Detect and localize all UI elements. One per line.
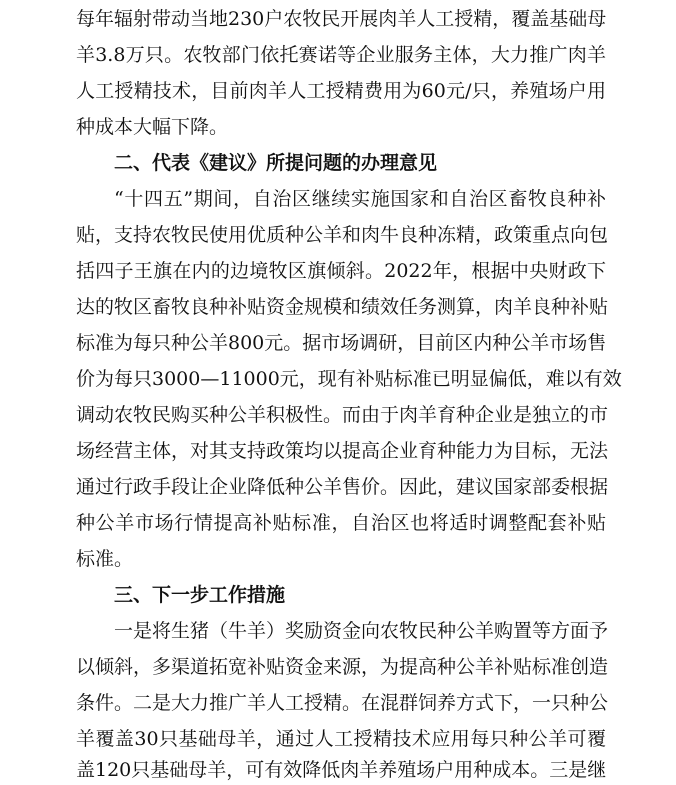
paragraph-line: 括四子王旗在内的边境牧区旗倾斜。2022年，根据中央财政下 xyxy=(76,260,606,282)
section-heading-3: 三、下一步工作措施 xyxy=(114,584,286,606)
paragraph-line: 调动农牧民购买种公羊积极性。而由于肉羊育种企业是独立的市 xyxy=(76,404,609,426)
paragraph-line: 种公羊市场行情提高补贴标准，自治区也将适时调整配套补贴 xyxy=(76,512,606,534)
paragraph-line: 场经营主体，对其支持政策均以提高企业育种能力为目标，无法 xyxy=(76,440,609,462)
paragraph-line: 标准为每只种公羊800元。据市场调研，目前区内种公羊市场售 xyxy=(76,332,607,354)
paragraph-line: 种成本大幅下降。 xyxy=(76,116,229,138)
paragraph-line: “十四五”期间，自治区继续实施国家和自治区畜牧良种补 xyxy=(114,188,606,210)
paragraph-line: 标准。 xyxy=(76,548,134,570)
section-heading-2: 二、代表《建议》所提问题的办理意见 xyxy=(114,152,438,174)
paragraph-line: 羊覆盖30只基础母羊，通过人工授精技术应用每只种公羊可覆 xyxy=(76,728,606,750)
paragraph-line: 贴，支持农牧民使用优质种公羊和肉牛良种冻精，政策重点向包 xyxy=(76,224,609,246)
paragraph-line: 价为每只3000—11000元，现有补贴标准已明显偏低，难以有效 xyxy=(76,368,622,390)
paragraph-line: 达的牧区畜牧良种补贴资金规模和绩效任务测算，肉羊良种补贴 xyxy=(76,296,609,318)
paragraph-line: 人工授精技术，目前肉羊人工授精费用为60元/只，养殖场户用 xyxy=(76,80,606,102)
paragraph-line: 通过行政手段让企业降低种公羊售价。因此，建议国家部委根据 xyxy=(76,476,609,498)
paragraph-line: 每年辐射带动当地230户农牧民开展肉羊人工授精，覆盖基础母 xyxy=(76,8,607,30)
paragraph-line: 盖120只基础母羊，可有效降低肉羊养殖场户用种成本。三是继 xyxy=(76,759,607,781)
paragraph-line: 条件。二是大力推广羊人工授精。在混群饲养方式下，一只种公 xyxy=(76,692,609,714)
paragraph-line: 一是将生猪（牛羊）奖励资金向农牧民种公羊购置等方面予 xyxy=(114,620,609,642)
paragraph-line: 羊3.8万只。农牧部门依托赛诺等企业服务主体，大力推广肉羊 xyxy=(76,44,606,66)
paragraph-line: 以倾斜，多渠道拓宽补贴资金来源，为提高种公羊补贴标准创造 xyxy=(76,656,609,678)
